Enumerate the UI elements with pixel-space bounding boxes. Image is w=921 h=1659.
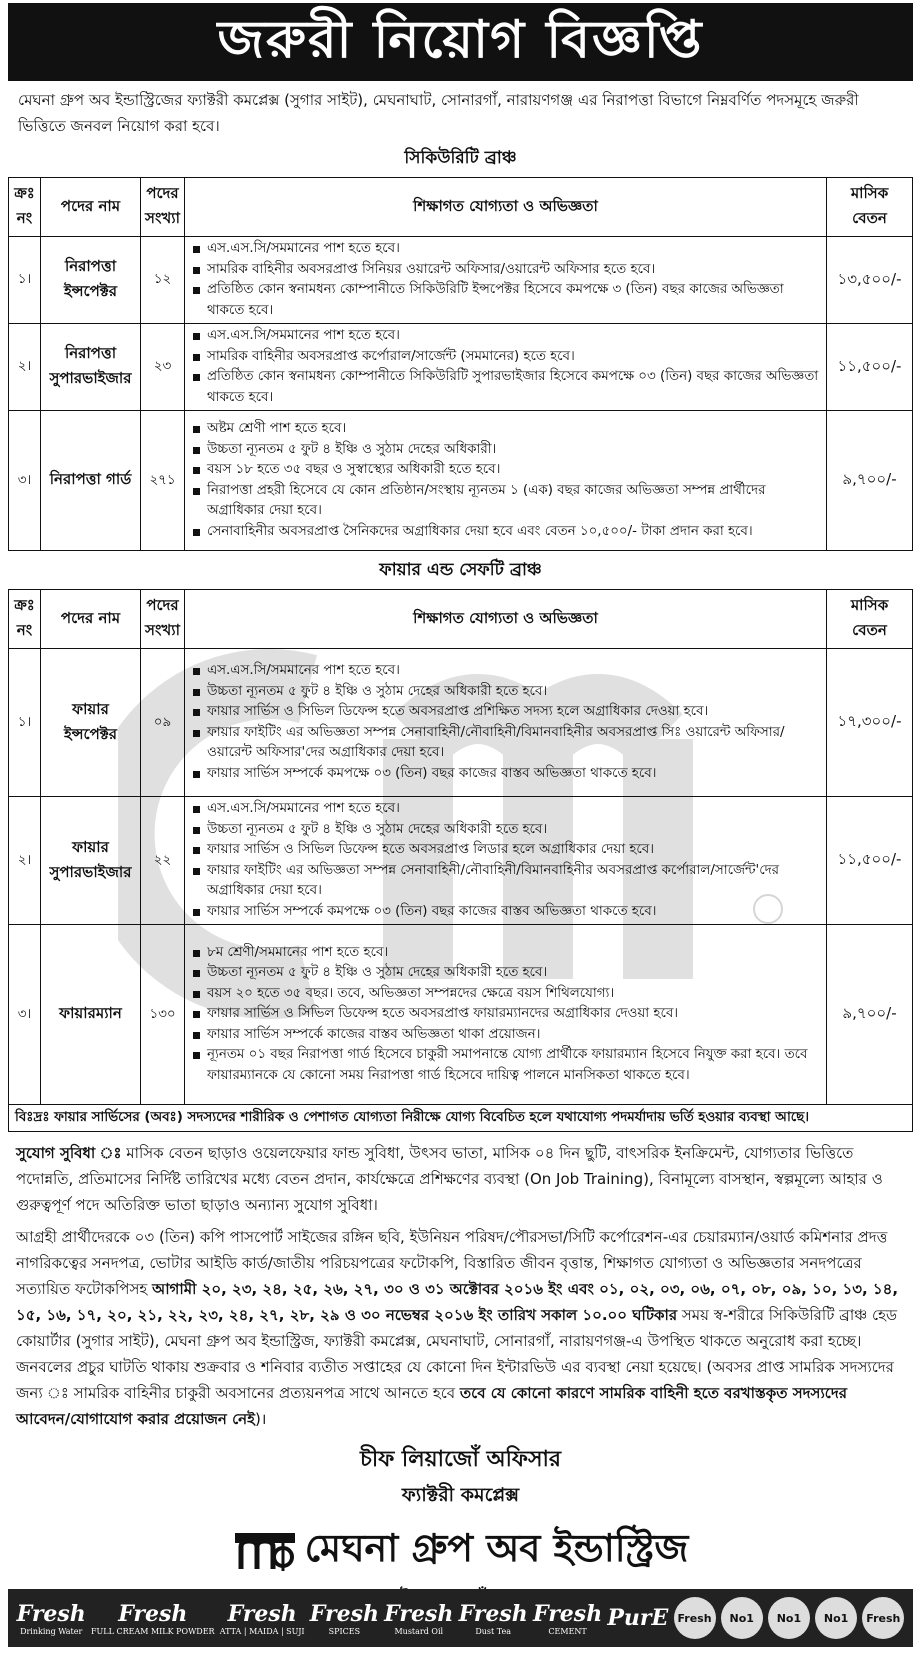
salary-cell: ৯,৭০০/- [827, 925, 913, 1105]
table-row [9, 237, 913, 324]
apply-text-1: আগ্রহী প্রার্থীদেরকে ০৩ (তিন) কপি পাসপোর্ট সাইজের রঙ্গিন ছবি, ইউনিয়ন পরিষদ/পৌরসভা/সিটি কর্পোরেশন-এর চেয়ারম্যান/ওয়ার্ড কমিশনার প্রদত্ত নাগরিকত্বের সনদপত্র, ভোটার আইডি কার্ড/জাতীয় পরিচয়পত্রের ফটোকপি, বিস্তারিত জীবন বৃত্তান্ত, শিক্ষাগত যোগ্যতা ও অভিজ্ঞতার সনদপত্রের সত্যায়িত ফটোকপিসহ [16, 1228, 888, 1298]
signature-block [8, 1442, 913, 1613]
post-cell: ফায়ার সুপারভাইজার [41, 797, 141, 925]
post-header: পদের নাম [41, 178, 141, 237]
brand-badge: No1 [721, 1597, 763, 1639]
serial-cell: ২। [9, 797, 41, 925]
fire-table [8, 589, 913, 1105]
count-header: পদের সংখ্যা [141, 178, 185, 237]
office-title: চীফ লিয়াজোঁ অফিসার [360, 1447, 561, 1472]
post-cell: ফায়ারম্যান [41, 925, 141, 1105]
list-item: উচ্চতা ন্যূনতম ৫ ফুট ৪ ইঞ্চি ও সুঠাম দেহের অধিকারী হতে হবে। [191, 963, 820, 984]
military-note-2: তবে যে কোনো কারণে সামরিক বাহিনী হতে বরখাস্তকৃত সদস্যদের আবেদন/যোগাযোগ করার প্রয়োজন নেই [16, 1384, 847, 1428]
fire-note: বিঃদ্রঃ ফায়ার সার্ভিসের (অবঃ) সদস্যদের শারীরিক ও পেশাগত যোগ্যতা নিরীক্ষে যোগ্য বিবেচিত হলে যথাযোগ্য পদমর্যাদায় ভর্তি হওয়ার ব্যবস্থা আছে। [8, 1105, 913, 1132]
requirements-cell [185, 925, 827, 1105]
table-row [9, 649, 913, 797]
count-cell: ২২ [141, 797, 185, 925]
list-item: এস.এস.সি/সমমানের পাশ হতে হবে। [191, 661, 820, 682]
brand-badge: Fresh [862, 1597, 904, 1639]
meghna-logo-icon [233, 1529, 297, 1573]
count-cell: ১২ [141, 237, 185, 324]
qualification-header: শিক্ষাগত যোগ্যতা ও অভিজ্ঞতা [185, 178, 827, 237]
list-item: উচ্চতা ন্যূনতম ৫ ফুট ৪ ইঞ্চি ও সুঠাম দেহের অধিকারী। [191, 440, 820, 461]
requirements-cell [185, 237, 827, 324]
list-item: ফায়ার সার্ভিস ও সিভিল ডিফেন্স হতে অবসরপ্রাপ্ত প্রশিক্ষিত সদস্য হলে অগ্রাধিকার দেওয়া হবে। [191, 702, 820, 723]
list-item: এস.এস.সি/সমমানের পাশ হতে হবে। [191, 326, 820, 347]
qualification-header: শিক্ষাগত যোগ্যতা ও অভিজ্ঞতা [185, 590, 827, 649]
benefits-paragraph [8, 1140, 913, 1218]
list-item: সেনাবাহিনীর অবসরপ্রাপ্ত সৈনিকদের অগ্রাধিকার দেয়া হবে এবং বেতন ১০,৫০০/- টাকা প্রদান করা হবে। [191, 522, 820, 543]
requirements-cell [185, 649, 827, 797]
list-item: বয়স ১৮ হতে ৩৫ বছর ও সুস্বাস্থ্যের অধিকারী হতে হবে। [191, 460, 820, 481]
table-row [9, 324, 913, 411]
military-note-1: (অবসর প্রাপ্ত সামরিক সদস্যদের জন্য ঃ সামরিক বাহিনীর চাকুরী অবসানের প্রত্যয়নপত্র সাথে আনতে হবে [16, 1358, 894, 1402]
complex-title: ফ্যাক্টরী কমপ্লেক্স [401, 1484, 520, 1506]
serial-cell: ২। [9, 324, 41, 411]
list-item: উচ্চতা ন্যূনতম ৫ ফুট ৪ ইঞ্চি ও সুঠাম দেহের অধিকারী হতে হবে। [191, 682, 820, 703]
post-cell: ফায়ার ইন্সপেক্টর [41, 649, 141, 797]
list-item: ফায়ার ফাইটিং এর অভিজ্ঞতা সম্পন্ন সেনাবাহিনী/নৌবাহিনী/বিমানবাহিনীর অবসরপ্রাপ্ত সিঃ ওয়ারেন্ট অফিসার/ওয়ারেন্ট অফিসার'দের অগ্রাধিকার দেয়া হবে। [191, 723, 820, 764]
brand-logo: Fresh SPICES [309, 1600, 379, 1636]
list-item: অষ্টম শ্রেণী পাশ হতে হবে। [191, 419, 820, 440]
count-cell: ১৩০ [141, 925, 185, 1105]
post-cell: নিরাপত্তা গার্ড [41, 411, 141, 551]
list-item: ফায়ার সার্ভিস সম্পর্কে কমপক্ষে ০৩ (তিন) বছর কাজের বাস্তব অভিজ্ঞতা থাকতে হবে। [191, 902, 820, 923]
list-item: সামরিক বাহিনীর অবসরপ্রাপ্ত কর্পোরাল/সার্জেন্ট (সমমানের) হতে হবে। [191, 347, 820, 368]
list-item: ফায়ার সার্ভিস ও সিভিল ডিফেন্স হতে অবসরপ্রাপ্ত ফায়ারম্যানদের অগ্রাধিকার দেওয়া হবে। [191, 1004, 820, 1025]
list-item: নিরাপত্তা প্রহরী হিসেবে যে কোন প্রতিষ্ঠান/সংস্থায় ন্যূনতম ১ (এক) বছর কাজের অভিজ্ঞতা সম্পন্ন প্রার্থীদের অগ্রাধিকার দেয়া হবে। [191, 481, 820, 522]
list-item: ফায়ার ফাইটিং এর অভিজ্ঞতা সম্পন্ন সেনাবাহিনী/নৌবাহিনী/বিমানবাহিনীর অবসরপ্রাপ্ত কর্পোরাল/সার্জেন্ট'দের অগ্রাধিকার দেয়া হবে। [191, 861, 820, 902]
post-header: পদের নাম [41, 590, 141, 649]
salary-cell: ৯,৭০০/- [827, 411, 913, 551]
brand-strip [8, 1589, 913, 1647]
list-item: এস.এস.সি/সমমানের পাশ হতে হবে। [191, 239, 820, 260]
table-row [9, 797, 913, 925]
brand-logo: Fresh Mustard Oil [384, 1600, 454, 1636]
security-table [8, 177, 913, 551]
list-item: প্রতিষ্ঠিত কোন স্বনামধন্য কোম্পানীতে সিকিউরিটি সুপারভাইজার হিসেবে কমপক্ষে ০৩ (তিন) বছর কাজের অভিজ্ঞতা থাকতে হবে। [191, 367, 820, 408]
salary-cell: ১৩,৫০০/- [827, 237, 913, 324]
count-cell: ০৯ [141, 649, 185, 797]
list-item: উচ্চতা ন্যূনতম ৫ ফুট ৪ ইঞ্চি ও সুঠাম দেহের অধিকারী হতে হবে। [191, 820, 820, 841]
requirements-cell [185, 797, 827, 925]
list-item: প্রতিষ্ঠিত কোন স্বনামধন্য কোম্পানীতে সিকিউরিটি ইন্সপেক্টর হিসেবে কমপক্ষে ৩ (তিন) বছর কাজের অভিজ্ঞতা থাকতে হবে। [191, 280, 820, 321]
count-cell: ২৩ [141, 324, 185, 411]
list-item: ফায়ার সার্ভিস ও সিভিল ডিফেন্স হতে অবসরপ্রাপ্ত লিডার হলে অগ্রাধিকার দেয়া হবে। [191, 840, 820, 861]
brand-logo: Fresh CEMENT [532, 1600, 603, 1636]
list-item: সামরিক বাহিনীর অবসরপ্রাপ্ত সিনিয়র ওয়ারেন্ট অফিসার/ওয়ারেন্ট অফিসার হতে হবে। [191, 260, 820, 281]
job-circular [8, 3, 913, 1653]
list-item: ৮ম শ্রেণী/সমমানের পাশ হতে হবে। [191, 943, 820, 964]
apply-text-2: সময় স্ব-শরীরে সিকিউরিটি ব্রাঞ্চ হেড কোয়ার্টার (সুগার সাইট), মেঘনা গ্রুপ অব ইন্ডাস্ট্রিজ, ফ্যাক্টরী কমপ্লেক্স, মেঘনাঘাট, সোনারগাঁ, নারায়ণগঞ্জ-এ উপস্থিত থাকতে অনুরোধ করা হচ্ছে। জনবলের প্রচুর ঘাটতি থাকায় শুক্রবার ও শনিবার ব্যতীত সপ্তাহের যে কোনো দিন ইন্টারভিউ এর ব্যবস্থা নেয়া হয়েছে। [16, 1306, 898, 1376]
table-header-row [9, 178, 913, 237]
military-note-3: )। [254, 1410, 267, 1428]
post-cell: নিরাপত্তা সুপারভাইজার [41, 324, 141, 411]
benefits-label: সুযোগ সুবিধা ঃ [16, 1144, 122, 1162]
count-header: পদের সংখ্যা [141, 590, 185, 649]
list-item: ফায়ার সার্ভিস সম্পর্কে কাজের বাস্তব অভিজ্ঞতা থাকা প্রয়োজন। [191, 1025, 820, 1046]
serial-cell: ৩। [9, 925, 41, 1105]
serial-cell: ১। [9, 237, 41, 324]
post-cell: নিরাপত্তা ইন্সপেক্টর [41, 237, 141, 324]
serial-header: ক্রঃ নং [9, 590, 41, 649]
salary-header: মাসিক বেতন [827, 178, 913, 237]
table-header-row [9, 590, 913, 649]
brand-logo: Fresh FULL CREAM MILK POWDER [91, 1600, 215, 1636]
headline-text: জরুরী নিয়োগ বিজ্ঞপ্তি [217, 9, 704, 70]
company-name: মেঘনা গ্রুপ অব ইন্ডাস্ট্রিজ [304, 1526, 689, 1570]
brand-logo: Fresh Dust Tea [458, 1600, 528, 1636]
serial-cell: ৩। [9, 411, 41, 551]
list-item: ন্যূনতম ০১ বছর নিরাপত্তা গার্ড হিসেবে চাকুরী সমাপনান্তে যোগ্য প্রার্থীকে ফায়ারম্যান হিসেবে নিযুক্ত করা হবে। তবে ফায়ারম্যানকে যে কোনো সময় নিরাপত্তা গার্ড হিসেবে দায়িত্ব পালনে মানসিকতা থাকতে হবে। [191, 1045, 820, 1086]
list-item: ফায়ার সার্ভিস সম্পর্কে কমপক্ষে ০৩ (তিন) বছর কাজের বাস্তব অভিজ্ঞতা থাকতে হবে। [191, 764, 820, 785]
table-row [9, 925, 913, 1105]
requirements-cell [185, 411, 827, 551]
table-row [9, 411, 913, 551]
salary-header: মাসিক বেতন [827, 590, 913, 649]
company-logo-row [8, 1519, 913, 1583]
security-branch-title: সিকিউরিটি ব্রাঞ্চ [404, 148, 517, 168]
interview-dates: আগামী ২০, ২৩, ২৪, ২৫, ২৬, ২৭, ৩০ ও ৩১ অক্টোবর ২০১৬ ইং এবং ০১, ০২, ০৩, ০৬, ০৭, ০৮, ০৯, ১০, ১৩, ১৪, ১৫, ১৬, ১৭, ২০, ২১, ২২, ২৩, ২৪, ২৭, ২৮, ২৯ ও ৩০ নভেম্বর ২০১৬ ইং তারিখ সকাল ১০.০০ ঘটিকার [16, 1280, 899, 1324]
salary-cell: ১১,৫০০/- [827, 324, 913, 411]
brand-logo: Fresh ATTA | MAIDA | SUJI [219, 1600, 305, 1636]
fire-section [8, 589, 913, 1132]
list-item: বয়স ২০ হতে ৩৫ বছর। তবে, অভিজ্ঞতা সম্পন্নদের ক্ষেত্রে বয়স শিথিলযোগ্য। [191, 984, 820, 1005]
count-cell: ২৭১ [141, 411, 185, 551]
salary-cell: ১১,৫০০/- [827, 797, 913, 925]
salary-cell: ১৭,৩০০/- [827, 649, 913, 797]
brand-badge: No1 [768, 1597, 810, 1639]
headline [8, 3, 913, 81]
brand-logo: PurE [607, 1605, 669, 1631]
list-item: এস.এস.সি/সমমানের পাশ হতে হবে। [191, 799, 820, 820]
requirements-cell [185, 324, 827, 411]
brand-logo: Fresh Drinking Water [16, 1600, 86, 1636]
fire-branch-title: ফায়ার এন্ড সেফটি ব্রাঞ্চ [379, 560, 542, 580]
brand-badge: No1 [815, 1597, 857, 1639]
brand-badge: Fresh [674, 1597, 716, 1639]
application-paragraph [8, 1224, 913, 1432]
serial-cell: ১। [9, 649, 41, 797]
benefits-text: মাসিক বেতন ছাড়াও ওয়েলফেয়ার ফান্ড সুবিধা, উৎসব ভাতা, মাসিক ০৪ দিন ছুটি, বাৎসরিক ইনক্রিমেন্ট, যোগ্যতার ভিত্তিতে পদোন্নতি, প্রতিমাসের নির্দিষ্ট তারিখের মধ্যে বেতন প্রদান, কার্যক্ষেত্রে প্রশিক্ষণের ব্যবস্থা (On Job Training), বিনামূল্যে বাসস্থান, স্বল্পমূল্যে আহার ও গুরুত্বপূর্ণ পদে অতিরিক্ত ভাতা ছাড়াও অন্যান্য সুযোগ সুবিধা। [16, 1144, 883, 1214]
intro-paragraph: মেঘনা গ্রুপ অব ইন্ডাস্ট্রিজের ফ্যাক্টরী কমপ্লেক্স (সুগার সাইট), মেঘনাঘাট, সোনারগাঁ, নারায়ণগঞ্জ এর নিরাপত্তা বিভাগে নিম্নবর্ণিত পদসমূহে জরুরী ভিত্তিতে জনবল নিয়োগ করা হবে। [18, 91, 859, 135]
serial-header: ক্রঃ নং [9, 178, 41, 237]
